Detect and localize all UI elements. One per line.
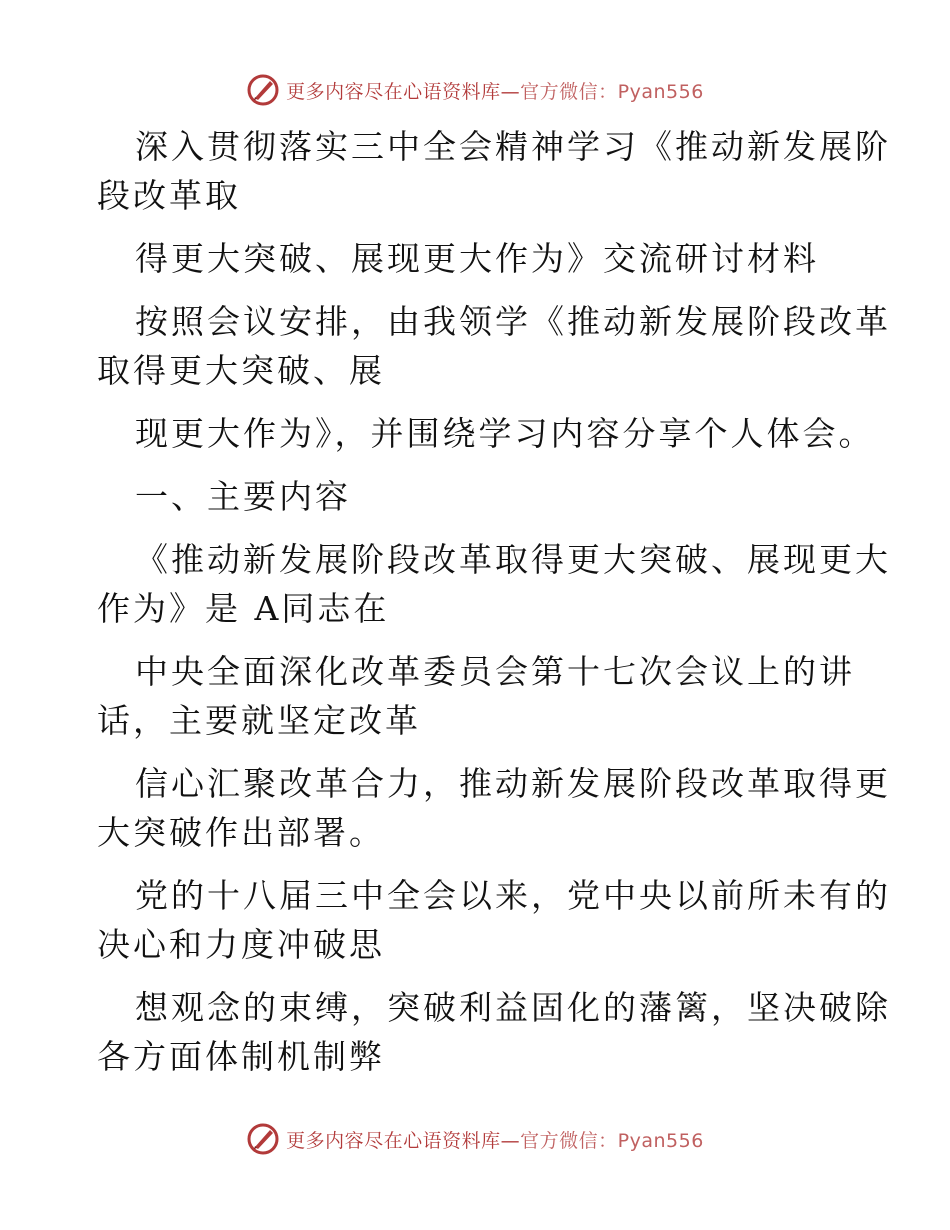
text-line: 深入贯彻落实三中全会精神学习《推动新发展阶 (135, 127, 891, 166)
paragraph-content-1 (97, 535, 891, 633)
section-heading (97, 472, 857, 521)
watermark-wechat: 官方微信：Pyan556 (520, 1129, 704, 1152)
text-line: 作为》是 A同志在 (97, 589, 390, 628)
header-watermark (0, 68, 950, 112)
paragraph-title-cont (97, 234, 857, 283)
text-line: 话，主要就坚定改革 (97, 701, 421, 740)
watermark-site: 更多内容尽在心语资料库— (286, 80, 521, 103)
text-line: 取得更大突破、展 (97, 351, 385, 390)
footer-watermark (0, 1117, 950, 1161)
watermark-text (286, 77, 704, 104)
document-body (97, 122, 891, 1081)
quill-logo-icon (246, 1122, 280, 1156)
paragraph-intro (97, 297, 891, 395)
paragraph-content-4 (97, 871, 891, 969)
text-line: 决心和力度冲破思 (97, 925, 385, 964)
text-line: 想观念的束缚，突破利益固化的藩篱，坚决破除 (135, 988, 891, 1027)
text-line: 得更大突破、展现更大作为》交流研讨材料 (135, 239, 819, 278)
text-line: 党的十八届三中全会以来，党中央以前所未有的 (135, 876, 891, 915)
paragraph-content-2 (97, 647, 857, 745)
text-line: 中央全面深化改革委员会第十七次会议上的讲 (135, 652, 855, 691)
text-line: 信心汇聚改革合力，推动新发展阶段改革取得更 (135, 764, 891, 803)
watermark-site: 更多内容尽在心语资料库— (286, 1129, 521, 1152)
text-line: 段改革取 (97, 176, 241, 215)
text-line: 《推动新发展阶段改革取得更大突破、展现更大 (135, 540, 891, 579)
text-line: 现更大作为》，并围绕学习内容分享个人体会。 (135, 414, 875, 453)
watermark-text (286, 1126, 704, 1153)
paragraph-content-5 (97, 983, 891, 1081)
paragraph-content-3 (97, 759, 891, 857)
watermark-wechat: 官方微信：Pyan556 (520, 80, 704, 103)
text-line: 按照会议安排，由我领学《推动新发展阶段改革 (135, 302, 891, 341)
paragraph-title (97, 122, 891, 220)
text-line: 大突破作出部署。 (97, 813, 385, 852)
paragraph-intro-cont (97, 409, 875, 458)
text-line: 一、主要内容 (135, 477, 351, 516)
text-line: 各方面体制机制弊 (97, 1037, 385, 1076)
quill-logo-icon (246, 73, 280, 107)
